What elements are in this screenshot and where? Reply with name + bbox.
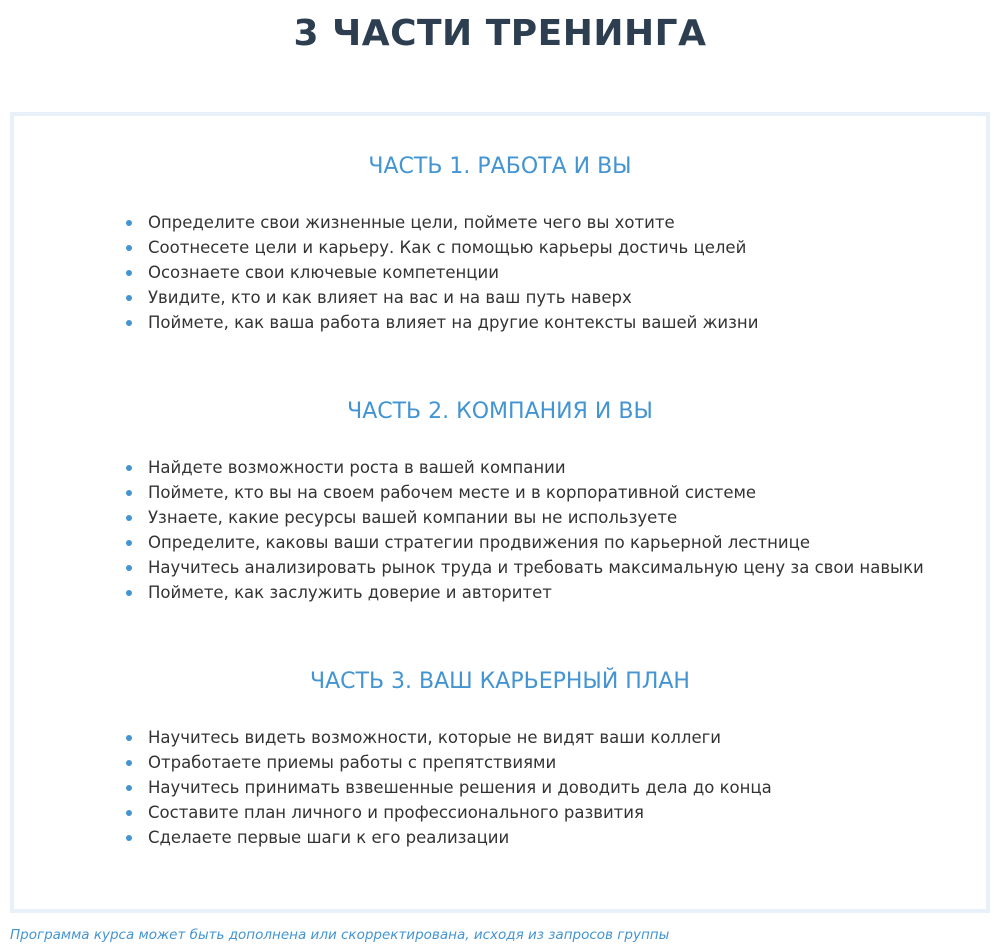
bullet-icon [126,490,132,496]
list-item [124,775,772,800]
list-item [124,580,924,605]
page-title: 3 ЧАСТИ ТРЕНИНГА [293,13,707,54]
bullet-icon [126,295,132,301]
bullet-icon [126,810,132,816]
list-item-text: Соотнесете цели и карьеру. Как с помощью карьеры достичь целей [148,238,747,257]
list-item [124,260,758,285]
list-item [124,725,772,750]
list-item-text: Составите план личного и профессионального развития [148,803,644,822]
list-item-text: Научитесь видеть возможности, которые не видят ваши коллеги [148,728,722,747]
bullet-icon [126,785,132,791]
bullet-icon [126,760,132,766]
bullet-icon [126,465,132,471]
list-item-text: Поймете, как заслужить доверие и авторитет [148,583,552,602]
part-2-section [14,397,986,602]
part-3-title: ЧАСТЬ 3. ВАШ КАРЬЕРНЫЙ ПЛАН [310,669,690,694]
list-item [124,235,758,260]
bullet-icon [126,270,132,276]
list-item [124,530,924,555]
training-parts-panel [10,112,990,913]
list-item [124,210,758,235]
bullet-icon [126,565,132,571]
list-item [124,555,924,580]
course-footnote: Программа курса может быть дополнена или скорректирована, исходя из запросов группы [10,927,670,943]
bullet-icon [126,220,132,226]
list-item [124,750,772,775]
list-item-text: Поймете, как ваша работа влияет на другие контексты вашей жизни [148,313,759,332]
list-item-text: Научитесь анализировать рынок труда и требовать максимальную цену за свои навыки [148,558,924,577]
list-item-text: Сделаете первые шаги к его реализации [148,828,510,847]
list-item-text: Научитесь принимать взвешенные решения и доводить дела до конца [148,778,772,797]
list-item-text: Отработаете приемы работы с препятствиями [148,753,557,772]
list-item [124,800,772,825]
part-1-list [124,210,758,335]
list-item-text: Найдете возможности роста в вашей компании [148,458,566,477]
bullet-icon [126,320,132,326]
bullet-icon [126,245,132,251]
list-item [124,310,758,335]
list-item-text: Узнаете, какие ресурсы вашей компании вы не используете [148,508,678,527]
bullet-icon [126,735,132,741]
list-item-text: Поймете, кто вы на своем рабочем месте и в корпоративной системе [148,483,757,502]
part-1-section [14,152,986,332]
bullet-icon [126,515,132,521]
part-2-list [124,455,924,605]
list-item [124,285,758,310]
list-item [124,480,924,505]
list-item-text: Увидите, кто и как влияет на вас и на ваш путь наверх [148,288,632,307]
part-2-title: ЧАСТЬ 2. КОМПАНИЯ И ВЫ [347,399,653,424]
bullet-icon [126,540,132,546]
part-1-title: ЧАСТЬ 1. РАБОТА И ВЫ [368,154,632,179]
list-item [124,505,924,530]
part-3-section [14,667,986,847]
bullet-icon [126,835,132,841]
list-item-text: Определите свои жизненные цели, поймете чего вы хотите [148,213,675,232]
part-3-list [124,725,772,850]
list-item [124,825,772,850]
list-item-text: Осознаете свои ключевые компетенции [148,263,499,282]
bullet-icon [126,590,132,596]
list-item [124,455,924,480]
list-item-text: Определите, каковы ваши стратегии продвижения по карьерной лестнице [148,533,810,552]
